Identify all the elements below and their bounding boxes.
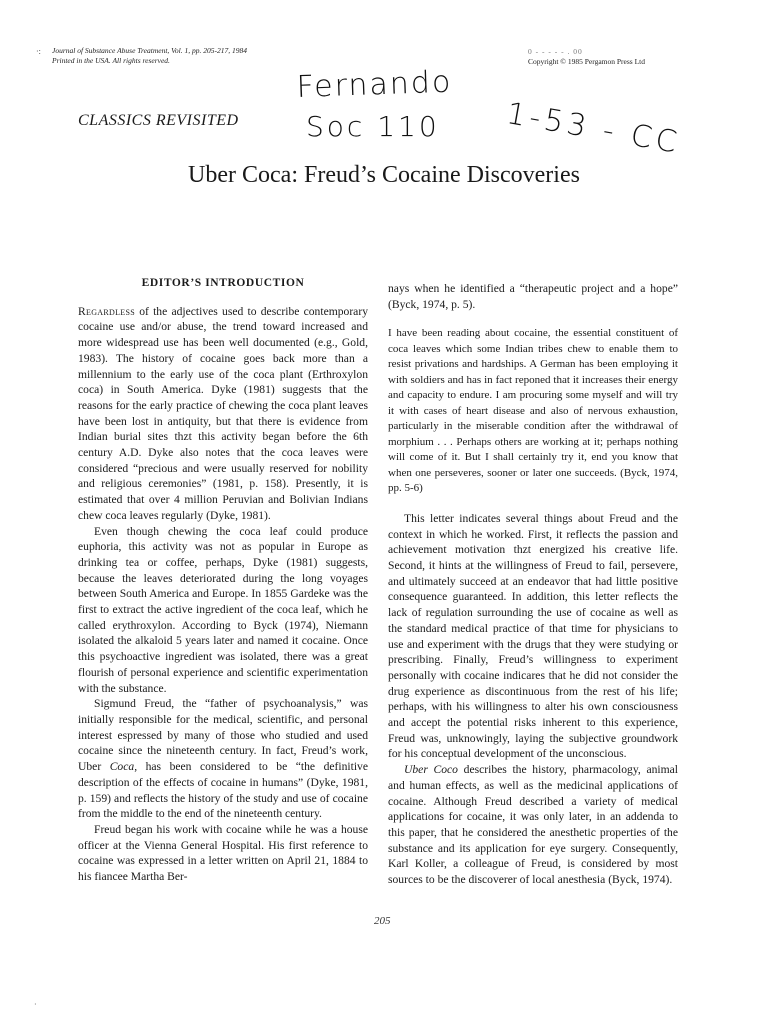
lead-word: Regardless <box>78 304 135 318</box>
intro-paragraph-3-b: , has been considered to be “the definitive description of the effects of cocaine in humans” (Dyke, 1981, p. 159) and reflects the history of the study and use of cocaine from the middle to the end of the nineteenth century. <box>78 760 368 821</box>
copyright-line: Copyright © 1985 Pergamon Press Ltd <box>528 57 646 66</box>
body-paragraph-2-italic: Uber Coco <box>404 763 458 777</box>
intro-paragraph-1-text: of the adjectives used to describe contemporary cocaine use and/or abuse, the trend toward increased and more widespread use has been well documented (e.g., Gold, 1983). The history of cocaine goes back more than a millennium to the early use of the coca plant (Erthroxylon coca) in South America. Dyke (1981) suggests that the reasons for the early practice of chewing the coca plant leaves have been lost in antiquity, but that there is evidence from Indian burial sites thzt this activity began before the 6th century A.D. Dyke also notes that the coca leaves were considered “precious and were usually reserved for nobility and religious ceremonies” (1981, p. 158). Presently, it is estimated that over 4 million Peruvian and Bolivian Indians chew coca leaves regularly (Dyke, 1981). <box>78 304 368 522</box>
journal-reference <box>52 46 247 66</box>
handwritten-name: Fernando <box>296 64 453 105</box>
intro-paragraph-2: Even though chewing the coca leaf could produce euphoria, this activity was not as popular in Europe as drinking tea or coffee, perhaps, Dyke (1981) suggests, because the leaves deteriorated during the long voyages between South America and Europe. In 1855 Gardeke was the first to extract the active ingredient of the coca leaf, which he called erythroxylon. According to Byck (1974), Niemann isolated the alkaloid 5 years later and named it cocaine. Once this psychoactive ingredient was isolated, there was a great flourish of personal experience and scientific experimentation with the substance. <box>78 524 368 695</box>
section-label: CLASSICS REVISITED <box>78 112 239 129</box>
page-number: 205 <box>374 915 391 927</box>
body-paragraph-2 <box>388 762 678 888</box>
intro-paragraph-4: Freud began his work with cocaine while he was a house officer at the Vienna General Hospital. His first reference to cocaine was expressed in a letter written on April 21, 1884 to his fiancee Martha Ber- <box>78 822 368 884</box>
handwritten-course: Soc 110 <box>306 110 440 143</box>
left-column <box>78 276 368 885</box>
copyright-code: 0 - - - - - . 00 <box>528 47 583 56</box>
copyright-notice <box>528 47 645 67</box>
handwritten-code: 1-53 - CC <box>503 96 684 162</box>
editor-introduction-heading: EDITOR’S INTRODUCTION <box>141 277 305 289</box>
freud-letter-quote: I have been reading about cocaine, the essential constituent of coca leaves which some Indian tribes chew to enable them to resist privations and hardships. A German has been employing it with soldiers and has in fact reponed that it increases their energy and capacity to endure. I am procuring some myself and will try it with cases of heart disease and also of nervous exhaustion, particularly in the miserable condition after the withdrawal of morphium . . . Perhaps others are working at it; perhaps nothing will come of it. But I shall certainly try it, end you know that when one perseveres, sooner or later one succeeds. (Byck, 1974, pp. 5-6) <box>388 327 678 495</box>
continued-paragraph: nays when he identified a “therapeutic project and a hope” (Byck, 1974, p. 5). <box>388 282 678 311</box>
right-column <box>388 281 678 888</box>
scan-mark: ·: <box>36 47 41 56</box>
body-paragraph-1: This letter indicates several things about Freud and the context in which he worked. First, it reflects the passion and achievement motivation thzt energized his creative life. Second, it hints at the willingness of Freud to fail, persevere, and ultimately succeed at an endeavor that had little positive consequence guaranteed. In addition, this letter reflects the lack of regulation surrounding the use of cocaine as well as the standard medical practice of that time for physicians to use and experiment with the drugs that they were studying or prescribing. Finally, Freud’s willingness to experiment personally with cocaine indicares that he did not consider the drug experience as discontinuous from the rest of his life; perhaps, with his willingness to alter his own consciousness and accept the potential risks inherent to this experience, Freud was, unknowingly, laying the subjective groundwork for his conceptual development of the unconscious. <box>388 511 678 761</box>
journal-line-1: Journal of Substance Abuse Treatment, Vol. 1, pp. 205-217, 1984 <box>52 46 247 55</box>
body-paragraph-2-text: describes the history, pharmacology, animal and human effects, as well as the medicinal applications of cocaine. Although Freud described a variety of medical applications for cocaine, it was only later, in an addenda to this paper, that he considered the anesthetic properties of the substance and its application for eye surgery. Consequently, Karl Koller, a colleague of Freud, is considered by most sources to be the discoverer of local anesthesia (Byck, 1974). <box>388 763 679 887</box>
intro-paragraph-1 <box>78 304 368 524</box>
scan-mark-bottom: · <box>34 1000 37 1009</box>
journal-line-2: Printed in the USA. All rights reserved. <box>52 56 170 65</box>
intro-paragraph-3 <box>78 696 368 822</box>
article-title: Uber Coca: Freud’s Cocaine Discoveries <box>188 162 580 188</box>
intro-paragraph-3-a: Sigmund Freud, the “father of psychoanalysis,” was initially responsible for the medical, scientific, and personal interest espressed by many of those who studied and used cocaine since the nineteenth century. In fact, Freud’s work, Uber <box>78 697 368 774</box>
intro-paragraph-3-italic: Coca <box>109 760 135 774</box>
